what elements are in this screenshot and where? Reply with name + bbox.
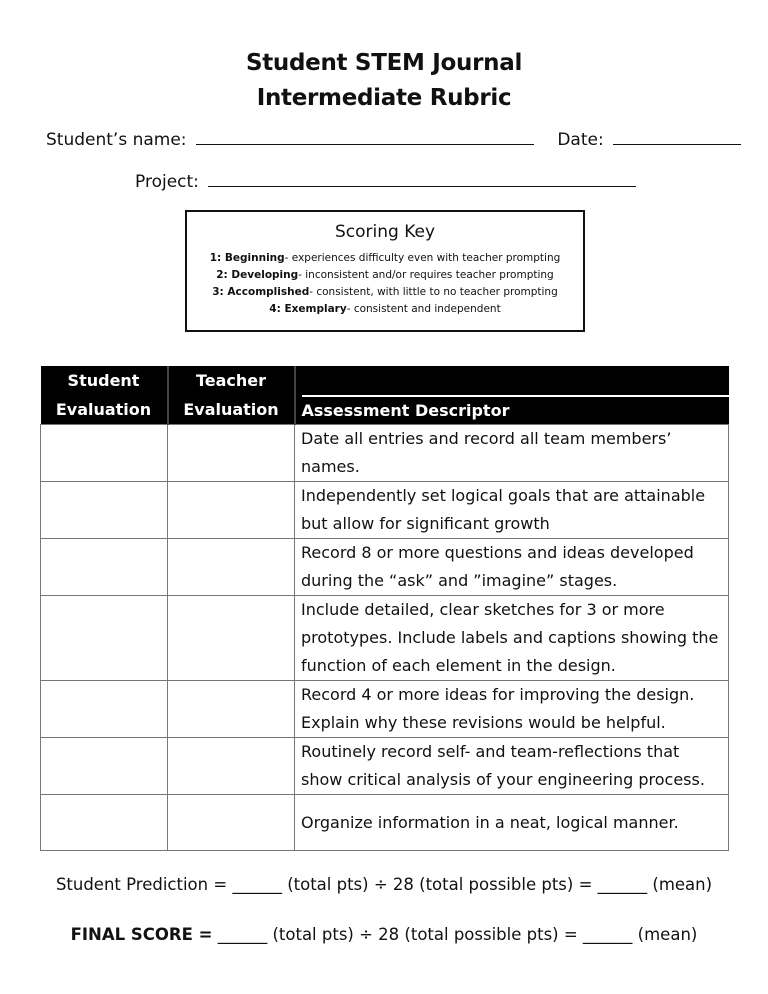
student-prediction-line — [0, 875, 768, 894]
table-header-row — [41, 366, 729, 425]
final-score-points-blank[interactable]: ______ — [217, 925, 268, 944]
student-name-label: Student’s name: — [46, 130, 187, 150]
scoring-key-title: Scoring Key — [334, 222, 436, 242]
header-assessment-descriptor: Assessment Descriptor — [295, 366, 729, 425]
final-score-mean-blank[interactable]: ______ — [582, 925, 633, 944]
teacher-evaluation-cell[interactable] — [168, 539, 295, 596]
table-row — [41, 596, 729, 681]
header-student-evaluation: Student Evaluation — [41, 366, 168, 425]
scoring-key-box — [185, 210, 585, 332]
student-evaluation-cell[interactable] — [41, 596, 168, 681]
document-subtitle: Intermediate Rubric — [256, 85, 512, 111]
descriptor-cell: Routinely record self- and team-reflections that show critical analysis of your engineering process. — [295, 738, 729, 795]
table-row — [41, 738, 729, 795]
prediction-unit: (mean) — [652, 875, 713, 894]
student-name-field[interactable] — [196, 130, 534, 145]
table-row — [41, 425, 729, 482]
student-name-row — [46, 130, 741, 150]
student-evaluation-cell[interactable] — [41, 425, 168, 482]
scoring-key-level: 2: Developing- inconsistent and/or requires teacher prompting — [216, 269, 554, 281]
date-label: Date: — [557, 130, 604, 150]
descriptor-cell: Independently set logical goals that are attainable but allow for significant growth — [295, 482, 729, 539]
project-label: Project: — [135, 172, 199, 192]
teacher-evaluation-cell[interactable] — [168, 482, 295, 539]
prediction-label: Student Prediction = — [55, 875, 228, 894]
student-evaluation-cell[interactable] — [41, 681, 168, 738]
final-score-formula: (total pts) ÷ 28 (total possible pts) = — [272, 925, 578, 944]
table-row — [41, 795, 729, 851]
rubric-table — [40, 366, 729, 851]
prediction-mean-blank[interactable]: ______ — [597, 875, 648, 894]
final-score-label: FINAL SCORE = — [70, 925, 213, 944]
scoring-key-level: 3: Accomplished- consistent, with little to no teacher prompting — [212, 286, 558, 298]
final-score-unit: (mean) — [637, 925, 698, 944]
scoring-key-level: 4: Exemplary- consistent and independent — [269, 303, 501, 315]
project-field[interactable] — [208, 172, 636, 187]
student-evaluation-cell[interactable] — [41, 738, 168, 795]
descriptor-cell: Include detailed, clear sketches for 3 or more prototypes. Include labels and captions showing the function of each element in the design. — [295, 596, 729, 681]
project-row — [135, 172, 636, 192]
prediction-formula: (total pts) ÷ 28 (total possible pts) = — [287, 875, 593, 894]
descriptor-cell: Record 8 or more questions and ideas developed during the “ask” and ”imagine” stages. — [295, 539, 729, 596]
descriptor-cell: Record 4 or more ideas for improving the design. Explain why these revisions would be helpful. — [295, 681, 729, 738]
teacher-evaluation-cell[interactable] — [168, 425, 295, 482]
teacher-evaluation-cell[interactable] — [168, 681, 295, 738]
teacher-evaluation-cell[interactable] — [168, 795, 295, 851]
table-row — [41, 482, 729, 539]
student-evaluation-cell[interactable] — [41, 482, 168, 539]
document-title: Student STEM Journal — [245, 50, 523, 76]
teacher-evaluation-cell[interactable] — [168, 738, 295, 795]
student-evaluation-cell[interactable] — [41, 795, 168, 851]
teacher-evaluation-cell[interactable] — [168, 596, 295, 681]
header-teacher-evaluation: Teacher Evaluation — [168, 366, 295, 425]
table-row — [41, 681, 729, 738]
scoring-key-level: 1: Beginning- experiences difficulty even with teacher prompting — [209, 252, 561, 264]
table-row — [41, 539, 729, 596]
final-score-line — [0, 925, 768, 944]
prediction-points-blank[interactable]: ______ — [232, 875, 282, 894]
descriptor-cell: Date all entries and record all team members’ names. — [295, 425, 729, 482]
student-evaluation-cell[interactable] — [41, 539, 168, 596]
descriptor-cell: Organize information in a neat, logical manner. — [295, 795, 729, 851]
scoring-key-list — [187, 250, 583, 318]
date-field[interactable] — [613, 130, 741, 145]
